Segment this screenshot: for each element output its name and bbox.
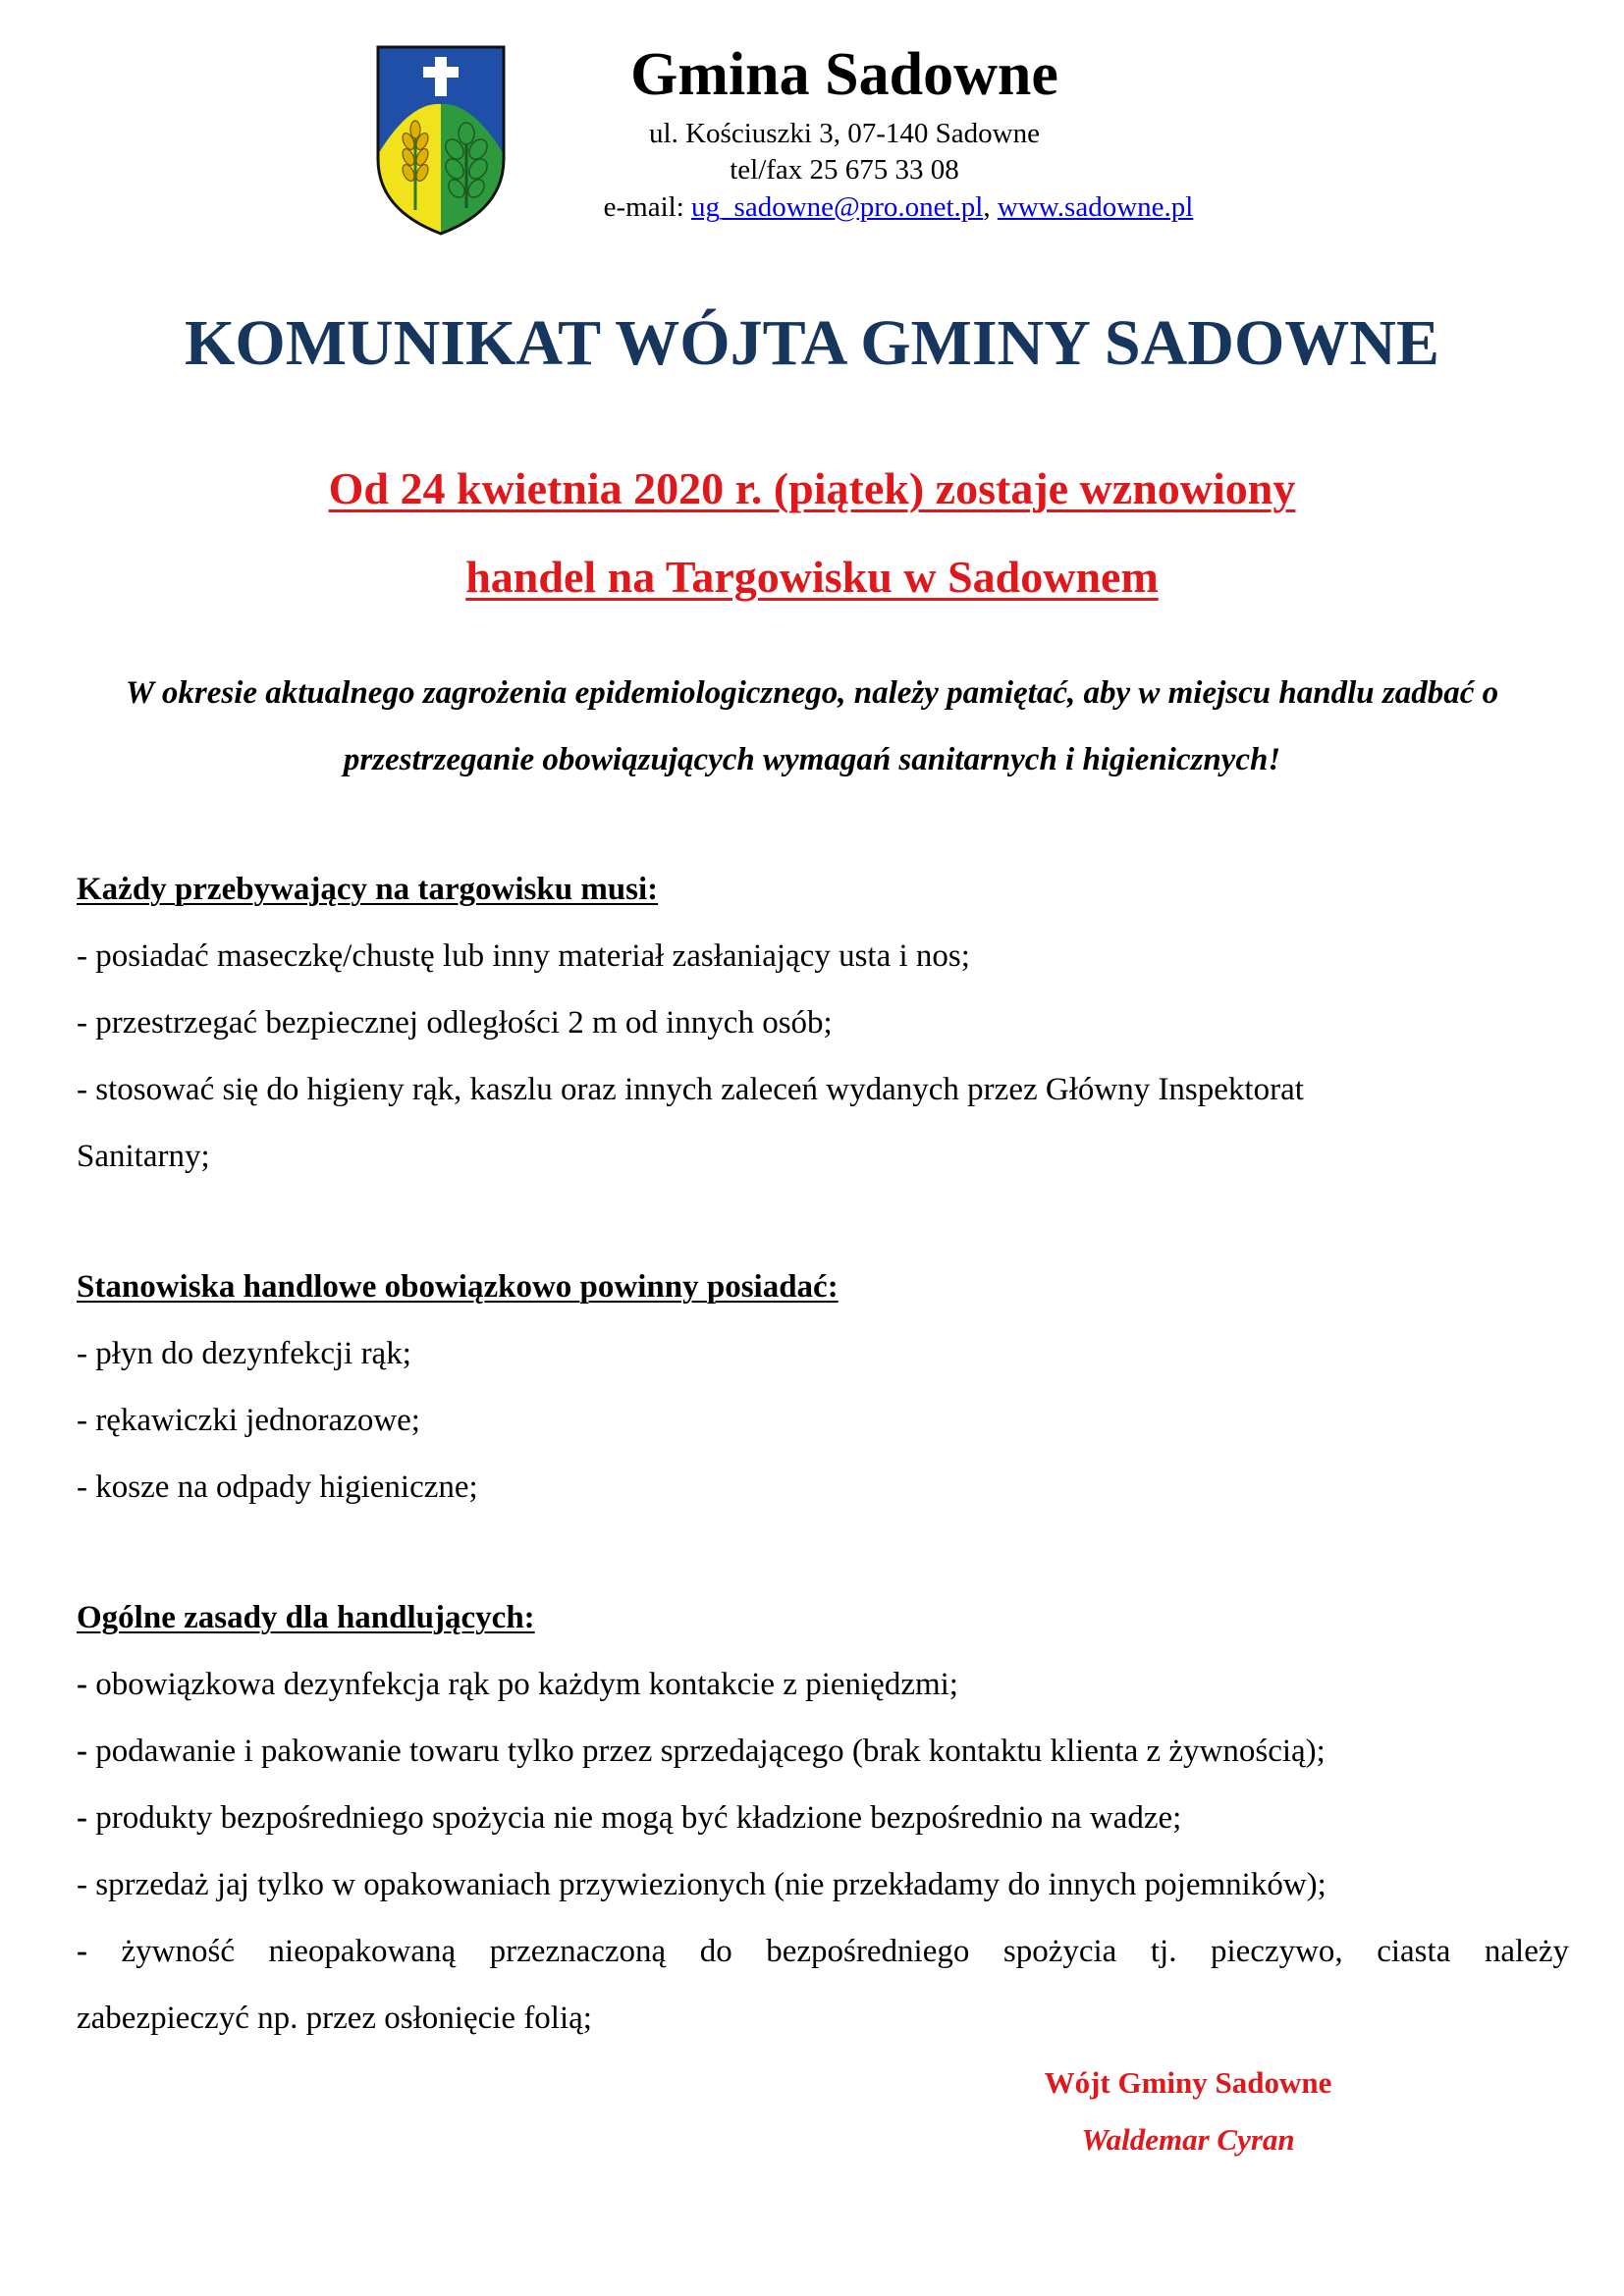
- bullet-dash: -: [77, 1667, 96, 1702]
- intro-paragraph: W okresie aktualnego zagrożenia epidemiologicznego, należy pamiętać, aby w miejscu handlu zadbać o przestrzeganie obowiązujących wymagań sanitarnych i higienicznych!: [125, 675, 1499, 777]
- bullet-dash: -: [77, 1800, 96, 1836]
- list-item: - posiadać maseczkę/chustę lub inny materiał zasłaniający usta i nos;: [77, 938, 970, 974]
- list-item-text: podawanie i pakowanie towaru tylko przez sprzedającego (brak kontaktu klienta z żywnością);: [95, 1734, 1326, 1769]
- organization-address: ul. Kościuszki 3, 07-140 Sadowne: [649, 118, 1040, 149]
- email-prefix: e-mail:: [603, 191, 692, 223]
- section-heading: Ogólne zasady dla handlujących:: [77, 1600, 535, 1635]
- section-heading: Każdy przebywający na targowisku musi:: [77, 872, 659, 907]
- list-item: [77, 1785, 1569, 1851]
- email-link[interactable]: ug_sadowne@pro.onet.pl: [691, 191, 984, 223]
- signature-name: Waldemar Cyran: [1081, 2122, 1295, 2157]
- document-title: KOMUNIKAT WÓJTA GMINY SADOWNE: [185, 307, 1439, 379]
- section-heading: Stanowiska handlowe obowiązkowo powinny posiadać:: [77, 1269, 839, 1305]
- contact-separator: ,: [983, 191, 998, 223]
- list-item: - sprzedaż jaj tylko w opakowaniach przywiezionych (nie przekładamy do innych pojemników);: [77, 1867, 1326, 1902]
- list-item: zabezpieczyć np. przez osłonięcie folią;: [77, 2001, 592, 2036]
- coat-of-arms-logo: [374, 43, 508, 236]
- section-visitors: [77, 856, 1569, 1190]
- list-item: Sanitarny;: [77, 1139, 210, 1174]
- organization-contacts: [530, 189, 1267, 225]
- website-link[interactable]: www.sadowne.pl: [997, 191, 1194, 223]
- bullet-dash: -: [77, 1734, 96, 1769]
- list-item-text: produkty bezpośredniego spożycia nie mogą być kładzione bezpośrednio na wadze;: [95, 1800, 1182, 1836]
- list-item-text: żywność nieopakowaną przeznaczoną do bezpośredniego spożycia tj. pieczywo, ciasta należy: [121, 1934, 1569, 1969]
- list-item: - stosować się do higieny rąk, kaszlu oraz innych zaleceń wydanych przez Główny Inspektorat: [77, 1072, 1304, 1107]
- headline-line-2: handel na Targowisku w Sadownem: [465, 552, 1159, 602]
- bullet-dash: -: [77, 1934, 122, 1969]
- list-item: - płyn do dezynfekcji rąk;: [77, 1336, 411, 1371]
- list-item: [77, 1718, 1569, 1785]
- section-traders: [77, 1584, 1569, 2052]
- organization-name: Gmina Sadowne: [630, 41, 1058, 108]
- list-item: - kosze na odpady higieniczne;: [77, 1469, 478, 1505]
- list-item: [77, 1651, 1569, 1718]
- list-item: - rękawiczki jednorazowe;: [77, 1403, 420, 1438]
- list-item-text: obowiązkowa dezynfekcja rąk po każdym kontakcie z pieniędzmi;: [95, 1667, 958, 1702]
- list-item: - przestrzegać bezpiecznej odległości 2 m od innych osób;: [77, 1005, 833, 1041]
- organization-phone: tel/fax 25 675 33 08: [730, 154, 959, 186]
- section-stalls: [77, 1254, 1569, 1521]
- headline-line-1: Od 24 kwietnia 2020 r. (piątek) zostaje wznowiony: [328, 463, 1296, 513]
- list-item: [77, 1918, 1569, 1985]
- signature-title: Wójt Gminy Sadowne: [1044, 2065, 1332, 2100]
